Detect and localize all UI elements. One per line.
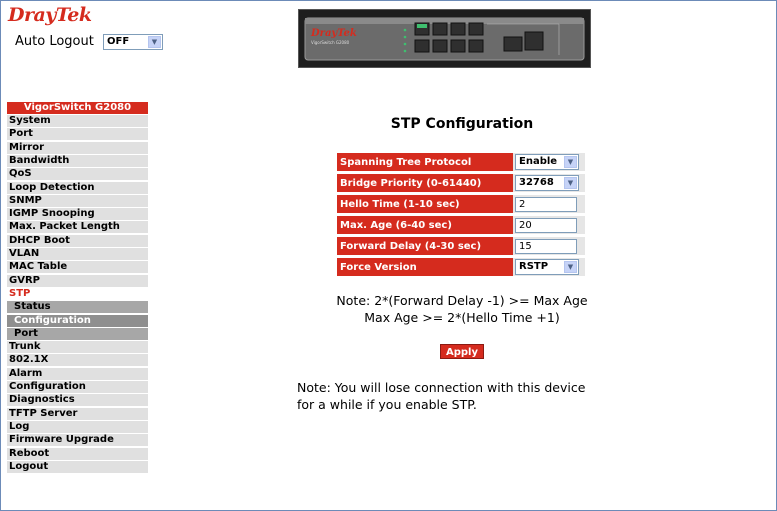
navigation-frame <box>0 0 160 511</box>
sidebar-item-gvrp[interactable]: GVRP <box>7 275 148 287</box>
auto-logout-value: OFF <box>107 36 130 47</box>
config-row <box>337 216 585 234</box>
sidebar-item-mac-table[interactable]: MAC Table <box>7 261 148 273</box>
apply-button[interactable]: Apply <box>440 344 484 359</box>
spanning-tree-protocol-cell <box>513 153 585 171</box>
page-title: STP Configuration <box>390 116 534 132</box>
rule-line-2: Max Age >= 2*(Hello Time +1) <box>364 310 560 325</box>
sidebar-subitem-status[interactable]: Status <box>7 301 148 313</box>
bridge-priority-label: Bridge Priority (0-61440) <box>337 174 513 192</box>
switch-image <box>299 10 590 67</box>
max-age-cell <box>513 216 585 234</box>
spanning-tree-protocol-label: Spanning Tree Protocol <box>337 153 513 171</box>
sidebar-item-stp[interactable]: STP <box>7 288 148 300</box>
warning-line-1: Note: You will lose connection with this device <box>297 380 586 395</box>
config-row <box>337 153 585 171</box>
config-row <box>337 258 585 276</box>
warning-line-2: for a while if you enable STP. <box>297 397 477 412</box>
sidebar-item-configuration[interactable]: Configuration <box>7 381 148 393</box>
auto-logout-select[interactable] <box>103 34 163 50</box>
sidebar-item-firmware-upgrade[interactable]: Firmware Upgrade <box>7 434 148 446</box>
chevron-down-icon: ▼ <box>564 156 577 168</box>
max-age-input[interactable]: 20 <box>515 218 577 233</box>
chevron-down-icon: ▼ <box>564 177 577 189</box>
sidebar-item-snmp[interactable]: SNMP <box>7 195 148 207</box>
hello-time-input[interactable]: 2 <box>515 197 577 212</box>
draytek-logo: DrayTek <box>8 4 92 26</box>
rule-line-1: Note: 2*(Forward Delay -1) >= Max Age <box>336 293 588 308</box>
force-version-select[interactable] <box>515 259 579 275</box>
config-row <box>337 237 585 255</box>
sidebar-subitem-port[interactable]: Port <box>7 328 148 340</box>
sidebar-item-loop-detection[interactable]: Loop Detection <box>7 182 148 194</box>
sidebar-item-port[interactable]: Port <box>7 128 148 140</box>
sidebar-item-qos[interactable]: QoS <box>7 168 148 180</box>
forward-delay-label: Forward Delay (4-30 sec) <box>337 237 513 255</box>
stp-config-table <box>337 150 585 279</box>
force-version-label: Force Version <box>337 258 513 276</box>
bridge-priority-value: 32768 <box>519 177 554 188</box>
chevron-down-icon: ▼ <box>564 261 577 273</box>
force-version-value: RSTP <box>519 261 549 272</box>
forward-delay-cell <box>513 237 585 255</box>
hello-time-label: Hello Time (1-10 sec) <box>337 195 513 213</box>
device-model-text: VigorSwitch G2080 <box>311 40 350 45</box>
sidebar-item-tftp-server[interactable]: TFTP Server <box>7 408 148 420</box>
sidebar-item-logout[interactable]: Logout <box>7 461 148 473</box>
sidebar-item-log[interactable]: Log <box>7 421 148 433</box>
sidebar-item-802-1x[interactable]: 802.1X <box>7 354 148 366</box>
sidebar-item-diagnostics[interactable]: Diagnostics <box>7 394 148 406</box>
bridge-priority-cell <box>513 174 585 192</box>
chevron-down-icon: ▼ <box>148 36 161 48</box>
force-version-cell <box>513 258 585 276</box>
sidebar-item-trunk[interactable]: Trunk <box>7 341 148 353</box>
auto-logout-label: Auto Logout <box>15 34 94 49</box>
device-brand-text: DrayTek <box>311 28 357 39</box>
spanning-tree-protocol-select[interactable] <box>515 154 579 170</box>
config-row <box>337 174 585 192</box>
sidebar-item-system[interactable]: System <box>7 115 148 127</box>
hello-time-cell <box>513 195 585 213</box>
forward-delay-input[interactable]: 15 <box>515 239 577 254</box>
sidebar-item-vlan[interactable]: VLAN <box>7 248 148 260</box>
sidebar-item-alarm[interactable]: Alarm <box>7 368 148 380</box>
sidebar-subitem-configuration[interactable]: Configuration <box>7 315 148 327</box>
sidebar-item-dhcp-boot[interactable]: DHCP Boot <box>7 235 148 247</box>
menu-heading: VigorSwitch G2080 <box>7 102 148 114</box>
spanning-tree-protocol-value: Enable <box>519 156 558 167</box>
sidebar-item-max-packet-length[interactable]: Max. Packet Length <box>7 221 148 233</box>
stp-rule-note <box>297 292 627 326</box>
max-age-label: Max. Age (6-40 sec) <box>337 216 513 234</box>
connection-warning-note <box>297 379 627 413</box>
sidebar-item-reboot[interactable]: Reboot <box>7 448 148 460</box>
device-photo <box>298 9 591 68</box>
sidebar-item-mirror[interactable]: Mirror <box>7 142 148 154</box>
sidebar-item-igmp-snooping[interactable]: IGMP Snooping <box>7 208 148 220</box>
config-row <box>337 195 585 213</box>
bridge-priority-select[interactable] <box>515 175 579 191</box>
sidebar-item-bandwidth[interactable]: Bandwidth <box>7 155 148 167</box>
